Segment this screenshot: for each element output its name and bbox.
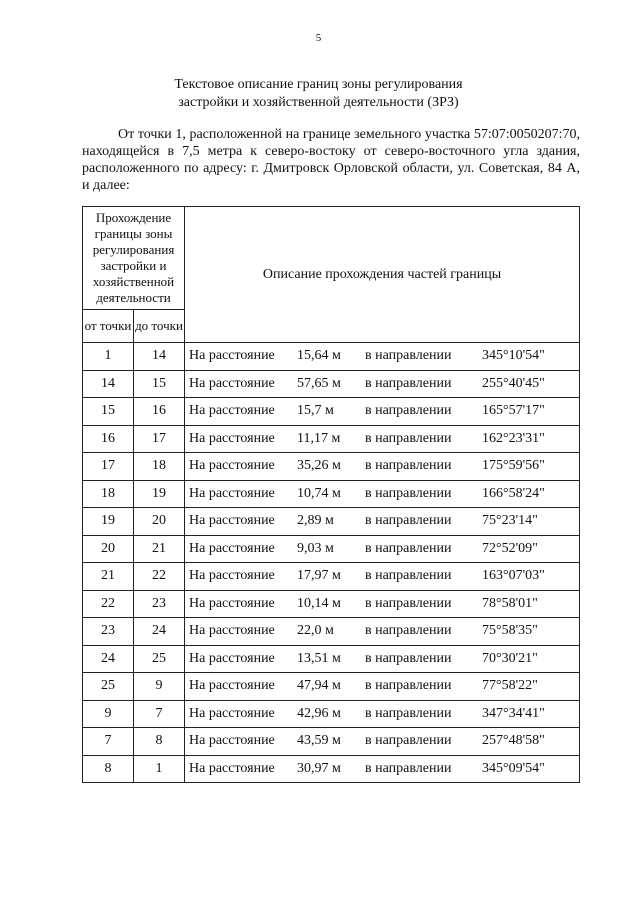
- table-row: [83, 590, 580, 618]
- to-point-cell: 17: [134, 425, 185, 453]
- from-point-cell: 24: [83, 645, 134, 673]
- from-point-cell: 7: [83, 728, 134, 756]
- segment-description-cell: [185, 673, 580, 701]
- segment-description-cell: [185, 755, 580, 783]
- to-point-cell: 19: [134, 480, 185, 508]
- header-to-point: до точки: [134, 310, 185, 343]
- distance-value: 15,7 м: [297, 403, 334, 418]
- distance-label: На расстояние: [189, 678, 275, 693]
- segment-description-cell: [185, 645, 580, 673]
- to-point-cell: 18: [134, 453, 185, 481]
- table-row: [83, 343, 580, 371]
- from-point-cell: 17: [83, 453, 134, 481]
- segment-description-cell: [185, 398, 580, 426]
- table-row: [83, 728, 580, 756]
- from-point-cell: 19: [83, 508, 134, 536]
- distance-value: 30,97 м: [297, 760, 341, 776]
- boundary-table: [82, 206, 580, 783]
- distance-label: На расстояние: [189, 705, 275, 721]
- direction-angle: 175°59'56": [482, 458, 545, 473]
- table-row: [83, 425, 580, 453]
- direction-label: в направлении: [365, 733, 452, 748]
- distance-label: На расстояние: [189, 403, 275, 418]
- header-boundary-passage: Прохождение границы зоны регулирования застройки и хозяйственной деятельности: [83, 207, 185, 310]
- table-row: [83, 535, 580, 563]
- distance-value: 22,0 м: [297, 623, 334, 638]
- table-row: [83, 453, 580, 481]
- segment-description-cell: [185, 425, 580, 453]
- distance-label: На расстояние: [189, 568, 275, 583]
- to-point-cell: 20: [134, 508, 185, 536]
- distance-label: На расстояние: [189, 540, 275, 556]
- from-point-cell: 15: [83, 398, 134, 426]
- distance-label: На расстояние: [189, 458, 275, 473]
- to-point-cell: 24: [134, 618, 185, 646]
- distance-label: На расстояние: [189, 513, 275, 528]
- direction-angle: 162°23'31": [482, 430, 545, 446]
- direction-label: в направлении: [365, 403, 452, 418]
- direction-angle: 165°57'17": [482, 403, 545, 418]
- page-number: 5: [315, 32, 322, 44]
- direction-angle: 75°58'35": [482, 623, 538, 638]
- distance-value: 2,89 м: [297, 513, 334, 528]
- from-point-cell: 22: [83, 590, 134, 618]
- title-line-1: Текстовое описание границ зоны регулирования: [174, 77, 463, 92]
- distance-value: 17,97 м: [297, 568, 341, 583]
- from-point-cell: 18: [83, 480, 134, 508]
- distance-label: На расстояние: [189, 348, 275, 363]
- distance-label: На расстояние: [189, 430, 275, 446]
- direction-angle: 345°09'54": [482, 760, 545, 776]
- document-title: [0, 76, 637, 112]
- to-point-cell: 25: [134, 645, 185, 673]
- direction-angle: 163°07'03": [482, 568, 545, 583]
- title-line-2: застройки и хозяйственной деятельности (ЗРЗ): [178, 95, 459, 110]
- to-point-cell: 15: [134, 370, 185, 398]
- direction-angle: 72°52'09": [482, 540, 538, 556]
- direction-label: в направлении: [365, 540, 452, 556]
- direction-label: в направлении: [365, 760, 452, 776]
- to-point-cell: 23: [134, 590, 185, 618]
- from-point-cell: 9: [83, 700, 134, 728]
- to-point-cell: 1: [134, 755, 185, 783]
- direction-label: в направлении: [365, 375, 452, 391]
- table-row: [83, 480, 580, 508]
- distance-value: 13,51 м: [297, 650, 341, 666]
- to-point-cell: 22: [134, 563, 185, 591]
- direction-angle: 75°23'14": [482, 513, 538, 528]
- distance-value: 35,26 м: [297, 458, 341, 473]
- table-row: [83, 618, 580, 646]
- to-point-cell: 9: [134, 673, 185, 701]
- header-from-point: от точки: [83, 310, 134, 343]
- distance-value: 42,96 м: [297, 705, 341, 721]
- from-point-cell: 20: [83, 535, 134, 563]
- table-row: [83, 700, 580, 728]
- distance-label: На расстояние: [189, 595, 275, 611]
- direction-label: в направлении: [365, 650, 452, 666]
- segment-description-cell: [185, 480, 580, 508]
- from-point-cell: 16: [83, 425, 134, 453]
- distance-value: 47,94 м: [297, 678, 341, 693]
- direction-angle: 77°58'22": [482, 678, 538, 693]
- to-point-cell: 7: [134, 700, 185, 728]
- direction-angle: 257°48'58": [482, 733, 545, 748]
- segment-description-cell: [185, 590, 580, 618]
- distance-label: На расстояние: [189, 733, 275, 748]
- segment-description-cell: [185, 618, 580, 646]
- segment-description-cell: [185, 728, 580, 756]
- table-row: [83, 563, 580, 591]
- distance-label: На расстояние: [189, 650, 275, 666]
- segment-description-cell: [185, 370, 580, 398]
- direction-angle: 166°58'24": [482, 485, 545, 501]
- segment-description-cell: [185, 563, 580, 591]
- distance-value: 9,03 м: [297, 540, 334, 556]
- distance-value: 10,74 м: [297, 485, 341, 501]
- distance-value: 57,65 м: [297, 375, 341, 391]
- distance-value: 10,14 м: [297, 595, 341, 611]
- distance-label: На расстояние: [189, 623, 275, 638]
- from-point-cell: 1: [83, 343, 134, 371]
- distance-value: 15,64 м: [297, 348, 341, 363]
- from-point-cell: 25: [83, 673, 134, 701]
- direction-angle: 347°34'41": [482, 705, 545, 721]
- from-point-cell: 21: [83, 563, 134, 591]
- direction-label: в направлении: [365, 430, 452, 446]
- to-point-cell: 21: [134, 535, 185, 563]
- direction-label: в направлении: [365, 595, 452, 611]
- segment-description-cell: [185, 508, 580, 536]
- table-row: [83, 508, 580, 536]
- distance-label: На расстояние: [189, 760, 275, 776]
- direction-angle: 70°30'21": [482, 650, 538, 666]
- direction-label: в направлении: [365, 458, 452, 473]
- table-row: [83, 755, 580, 783]
- distance-value: 43,59 м: [297, 733, 341, 748]
- distance-label: На расстояние: [189, 485, 275, 501]
- direction-label: в направлении: [365, 568, 452, 583]
- from-point-cell: 8: [83, 755, 134, 783]
- direction-angle: 78°58'01": [482, 595, 538, 611]
- direction-label: в направлении: [365, 705, 452, 721]
- direction-label: в направлении: [365, 348, 452, 363]
- direction-label: в направлении: [365, 485, 452, 501]
- distance-value: 11,17 м: [297, 430, 341, 446]
- direction-angle: 345°10'54": [482, 348, 545, 363]
- table-row: [83, 645, 580, 673]
- from-point-cell: 14: [83, 370, 134, 398]
- segment-description-cell: [185, 343, 580, 371]
- table-row: [83, 398, 580, 426]
- segment-description-cell: [185, 700, 580, 728]
- table-row: [83, 673, 580, 701]
- to-point-cell: 8: [134, 728, 185, 756]
- table-body: [83, 343, 580, 783]
- to-point-cell: 16: [134, 398, 185, 426]
- from-point-cell: 23: [83, 618, 134, 646]
- direction-angle: 255°40'45": [482, 375, 545, 391]
- intro-paragraph: От точки 1, расположенной на границе земельного участка 57:07:0050207:70, находящейся в 7,5 метра к северо-востоку от северо-восточного угла здания, расположенного по адресу: г. Дмитровск Орловской области, ул. Советская, 84 А, и далее:: [82, 127, 580, 193]
- table-row: [83, 370, 580, 398]
- segment-description-cell: [185, 535, 580, 563]
- header-description: Описание прохождения частей границы: [185, 207, 580, 343]
- direction-label: в направлении: [365, 623, 452, 638]
- to-point-cell: 14: [134, 343, 185, 371]
- segment-description-cell: [185, 453, 580, 481]
- direction-label: в направлении: [365, 513, 452, 528]
- distance-label: На расстояние: [189, 375, 275, 391]
- direction-label: в направлении: [365, 678, 452, 693]
